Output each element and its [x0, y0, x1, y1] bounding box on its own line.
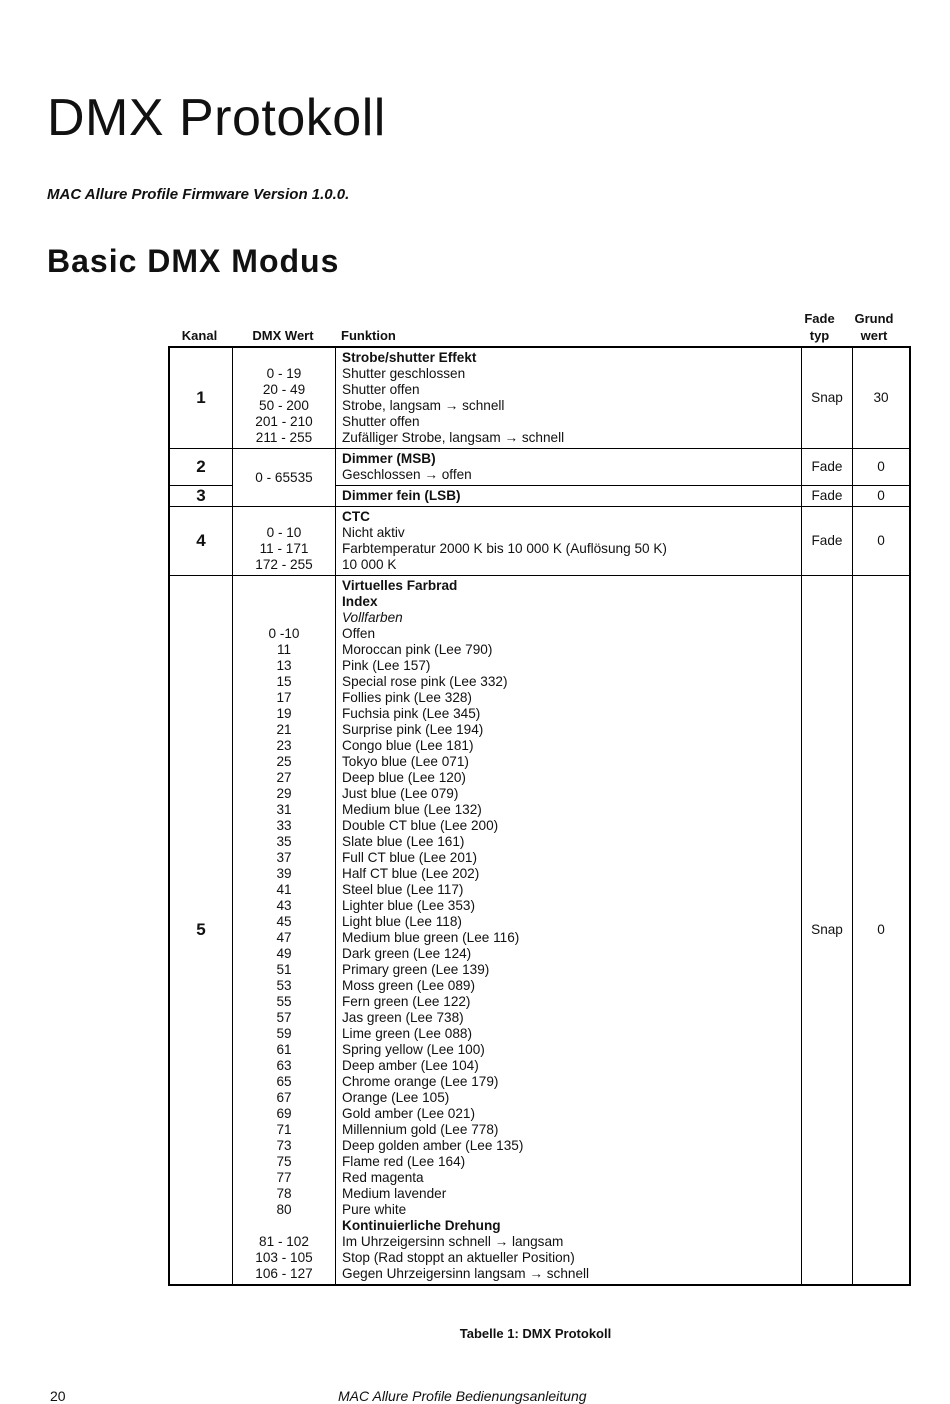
funktion-line: Gegen Uhrzeigersinn langsam → schnell: [342, 1266, 590, 1281]
dmx-value: 17: [276, 690, 292, 705]
funktion-cell: [336, 507, 802, 576]
dmx-value: 67: [276, 1090, 292, 1105]
funktion-line: Steel blue (Lee 117): [342, 882, 464, 897]
funktion-line: Medium blue (Lee 132): [342, 802, 482, 817]
header-fade-line1: Fade: [804, 311, 835, 326]
dmx-value: 0 - 65535: [255, 469, 313, 485]
funktion-cell: [336, 449, 802, 486]
funktion-line: Orange (Lee 105): [342, 1090, 450, 1105]
dmx-value: [233, 509, 335, 525]
dmx-value: 25: [276, 754, 292, 769]
funktion-line: Farbtemperatur 2000 K bis 10 000 K (Auflösung 50 K): [342, 541, 667, 556]
dmx-value: 33: [276, 818, 292, 833]
dmx-value: [233, 578, 335, 594]
kanal-cell: 1: [169, 347, 233, 449]
firmware-subtitle: MAC Allure Profile Firmware Version 1.0.0.: [47, 186, 350, 203]
dmx-value: 20 - 49: [262, 382, 306, 397]
dmx-value-cell: [233, 507, 336, 576]
funktion-line: Tokyo blue (Lee 071): [342, 754, 469, 769]
funktion-line: Pink (Lee 157): [342, 658, 431, 673]
dmx-value: 21: [276, 722, 292, 737]
funktion-line: Shutter offen: [342, 382, 420, 397]
dmx-value: 11: [276, 642, 292, 657]
funktion-line: Index: [342, 594, 378, 609]
dmx-value: 41: [276, 882, 292, 897]
dmx-value: 78: [276, 1186, 292, 1201]
funktion-line: Gold amber (Lee 021): [342, 1106, 475, 1121]
default-value-cell: 0: [853, 576, 911, 1286]
dmx-value: 75: [276, 1154, 292, 1169]
funktion-line: Jas green (Lee 738): [342, 1010, 464, 1025]
funktion-line: Just blue (Lee 079): [342, 786, 459, 801]
funktion-line: Slate blue (Lee 161): [342, 834, 465, 849]
funktion-line: Im Uhrzeigersinn schnell → langsam: [342, 1234, 564, 1249]
dmx-value: 80: [276, 1202, 292, 1217]
header-kanal: Kanal: [181, 328, 218, 343]
dmx-value: 77: [276, 1170, 292, 1185]
section-title: Basic DMX Modus: [47, 243, 340, 279]
funktion-line: Full CT blue (Lee 201): [342, 850, 478, 865]
funktion-cell: [336, 576, 802, 1286]
dmx-value: 37: [276, 850, 292, 865]
funktion-line: Stop (Rad stoppt an aktueller Position): [342, 1250, 575, 1265]
header-dmx-wert: DMX Wert: [252, 328, 314, 343]
dmx-value: [233, 594, 335, 610]
default-value-cell: 30: [853, 347, 911, 449]
funktion-line: Millennium gold (Lee 778): [342, 1122, 499, 1137]
funktion-line: Pure white: [342, 1202, 407, 1217]
funktion-line: Virtuelles Farbrad: [342, 578, 458, 593]
funktion-line: Half CT blue (Lee 202): [342, 866, 480, 881]
dmx-value: 51: [276, 962, 292, 977]
page-number: 20: [50, 1388, 66, 1404]
dmx-value: 13: [276, 658, 292, 673]
funktion-line: Kontinuierliche Drehung: [342, 1218, 501, 1233]
default-value-cell: 0: [853, 486, 911, 507]
funktion-line: Zufälliger Strobe, langsam → schnell: [342, 430, 565, 445]
funktion-line: Moroccan pink (Lee 790): [342, 642, 493, 657]
dmx-value-cell: [233, 449, 336, 507]
funktion-line: 10 000 K: [342, 557, 397, 572]
dmx-value: 0 - 10: [266, 525, 302, 540]
funktion-line: Special rose pink (Lee 332): [342, 674, 508, 689]
default-value-cell: 0: [853, 507, 911, 576]
funktion-line: Nicht aktiv: [342, 525, 405, 540]
funktion-line: Moss green (Lee 089): [342, 978, 475, 993]
dmx-table-wrapper: [168, 306, 903, 1286]
funktion-line: Chrome orange (Lee 179): [342, 1074, 499, 1089]
dmx-value: 53: [276, 978, 292, 993]
dmx-value-cell: [233, 347, 336, 449]
header-grund-line2: wert: [860, 328, 888, 343]
dmx-value: 43: [276, 898, 292, 913]
funktion-line: Medium blue green (Lee 116): [342, 930, 520, 945]
table-caption: Tabelle 1: DMX Protokoll: [459, 1326, 612, 1341]
dmx-value: 29: [276, 786, 292, 801]
funktion-line: Strobe/shutter Effekt: [342, 350, 477, 365]
funktion-cell: [336, 486, 802, 507]
table-body: [169, 347, 910, 1285]
dmx-value: 59: [276, 1026, 292, 1041]
funktion-line: Deep amber (Lee 104): [342, 1058, 479, 1073]
dmx-value: 23: [276, 738, 292, 753]
funktion-line: Deep blue (Lee 120): [342, 770, 466, 785]
funktion-line: Deep golden amber (Lee 135): [342, 1138, 524, 1153]
dmx-value: 55: [276, 994, 292, 1009]
dmx-value: 61: [276, 1042, 292, 1057]
dmx-value: 47: [276, 930, 292, 945]
funktion-line: Spring yellow (Lee 100): [342, 1042, 485, 1057]
funktion-line: Lighter blue (Lee 353): [342, 898, 476, 913]
dmx-value: 15: [276, 674, 292, 689]
funktion-line: Shutter offen: [342, 414, 420, 429]
funktion-line: Primary green (Lee 139): [342, 962, 490, 977]
funktion-line: Fern green (Lee 122): [342, 994, 471, 1009]
dmx-value: 65: [276, 1074, 292, 1089]
funktion-line: Fuchsia pink (Lee 345): [342, 706, 481, 721]
dmx-value: 31: [276, 802, 292, 817]
table-header: [168, 306, 903, 346]
funktion-line: Surprise pink (Lee 194): [342, 722, 484, 737]
header-grundwert: [845, 310, 903, 344]
kanal-cell: 5: [169, 576, 233, 1286]
footer-manual-title: MAC Allure Profile Bedienungsanleitung: [338, 1388, 587, 1404]
dmx-protocol-table: [168, 346, 911, 1286]
dmx-value: 201 - 210: [255, 414, 313, 429]
dmx-value: 211 - 255: [255, 430, 313, 445]
table-row: [169, 576, 910, 1286]
table-row: [169, 507, 910, 576]
table-row: [169, 449, 910, 486]
dmx-value: 69: [276, 1106, 292, 1121]
fade-type-cell: Fade: [802, 449, 853, 486]
funktion-line: Strobe, langsam → schnell: [342, 398, 505, 413]
dmx-value: 50 - 200: [259, 398, 309, 413]
header-grund-line1: Grund: [854, 311, 894, 326]
funktion-line: Lime green (Lee 088): [342, 1026, 472, 1041]
dmx-value: 172 - 255: [255, 557, 313, 572]
dmx-value: 27: [276, 770, 292, 785]
dmx-value: [233, 610, 335, 626]
funktion-line: Congo blue (Lee 181): [342, 738, 474, 753]
funktion-line: CTC: [342, 509, 370, 524]
dmx-value: 39: [276, 866, 292, 881]
funktion-line: Red magenta: [342, 1170, 424, 1185]
dmx-value: [233, 1218, 335, 1234]
funktion-cell: [336, 347, 802, 449]
dmx-value: 103 - 105: [255, 1250, 313, 1265]
funktion-line: Offen: [342, 626, 376, 641]
funktion-line: Dimmer (MSB): [342, 451, 436, 466]
funktion-line: Flame red (Lee 164): [342, 1154, 466, 1169]
dmx-value: [233, 350, 335, 366]
dmx-value: 49: [276, 946, 292, 961]
funktion-line: Vollfarben: [342, 610, 403, 625]
funktion-line: Light blue (Lee 118): [342, 914, 462, 929]
kanal-cell: 4: [169, 507, 233, 576]
funktion-line: Double CT blue (Lee 200): [342, 818, 499, 833]
funktion-line: Dimmer fein (LSB): [342, 488, 461, 503]
dmx-value: 106 - 127: [255, 1266, 313, 1281]
funktion-line: Shutter geschlossen: [342, 366, 466, 381]
header-fade-line2: typ: [809, 328, 830, 343]
funktion-line: Dark green (Lee 124): [342, 946, 472, 961]
funktion-line: Geschlossen → offen: [342, 467, 472, 482]
kanal-cell: 3: [169, 486, 233, 507]
kanal-cell: 2: [169, 449, 233, 486]
funktion-line: Medium lavender: [342, 1186, 447, 1201]
dmx-value-cell: [233, 576, 336, 1286]
header-funktion: Funktion: [341, 328, 396, 343]
dmx-value: 73: [276, 1138, 292, 1153]
dmx-value: 11 - 171: [259, 541, 309, 556]
dmx-value: 35: [276, 834, 292, 849]
fade-type-cell: Snap: [802, 576, 853, 1286]
fade-type-cell: Fade: [802, 486, 853, 507]
dmx-value: 81 - 102: [259, 1234, 309, 1249]
dmx-value: 0 -10: [268, 626, 300, 641]
default-value-cell: 0: [853, 449, 911, 486]
dmx-value: 19: [276, 706, 292, 721]
dmx-value: 0 - 19: [266, 366, 302, 381]
dmx-value: 71: [276, 1122, 292, 1137]
fade-type-cell: Snap: [802, 347, 853, 449]
fade-type-cell: Fade: [802, 507, 853, 576]
table-row: [169, 347, 910, 449]
header-fade-typ: [794, 310, 845, 344]
page-title: DMX Protokoll: [47, 89, 386, 147]
dmx-value: 63: [276, 1058, 292, 1073]
funktion-line: Follies pink (Lee 328): [342, 690, 472, 705]
dmx-value: 45: [276, 914, 292, 929]
dmx-value: 57: [276, 1010, 292, 1025]
